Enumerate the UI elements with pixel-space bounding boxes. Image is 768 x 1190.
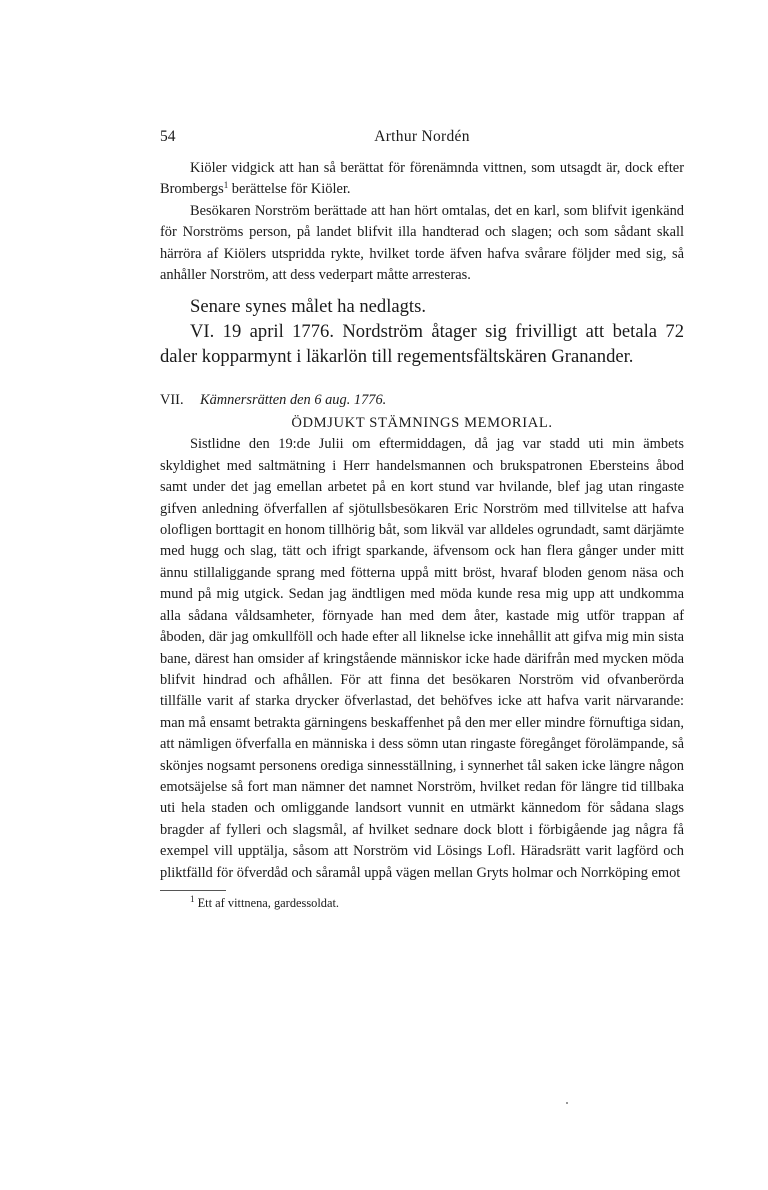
paragraph-norstrom: Besökaren Norström berättade att han hört omtalas, det en karl, som blifvit igenkänd för Norströms person, på landet blifvit illa handterad och slagen; och som sådant skall härröra af Kiölers utspridda rykte, hvilket torde äfven hafva svårare följder med sig, så anhåller Norström, att dess vederpart måtte arresteras. [160,202,684,284]
page-header [160,128,684,150]
paragraph-kioler-end: berättelse för Kiöler. [228,181,351,198]
memorial-title: ÖDMJUKT STÄMNINGS MEMORIAL. [291,415,553,432]
footnote [160,894,684,912]
section-title: Kämnersrätten den 6 aug. 1776. [200,392,387,409]
section-number: VII. [160,392,184,409]
footnote-marker: 1 [190,893,195,904]
footnote-text: Ett af vittnena, gardessoldat. [197,895,340,910]
scan-speck [566,1102,568,1104]
large-text-section-vi: VI. 19 april 1776. Nordström åtager sig frivilligt att betala 72 daler kopparmynt i läkarlön till regementsfältskären Granander. [160,321,684,368]
page-number: 54 [160,128,176,145]
footnote-divider [160,890,226,891]
large-text-dropped: Senare synes målet ha nedlagts. [190,296,426,318]
footnote-reference: 1 [223,180,229,191]
page [160,128,684,912]
paragraph-kioler-text: Kiöler vidgick att han så berättat för förenämnda vittnen, som utsagdt är, dock efter Brombergs [160,160,684,198]
memorial-body: Sistlidne den 19:de Julii om eftermiddagen, då jag var stadd uti min ämbets skyldighet med saltmätning i Herr handelsmannen och brukspatronen Ebersteins åbod samt under det jag emellan arbetet på en kort stund var hvilande, blef jag utan ringaste gifven anledning öfverfallen af sjötullsbesökaren Eric Norström med tillvitelse att hafva olofligen borttagit en honom tillhörig båt, som likväl var alldeles ogrundadt, samt därjämte med hugg och slag, tätt och ifrigt sparkande, äfvensom ock han flera gånger under mitt ännu stillaliggande sprang med fötterna uppå mitt bröst, hvaraf bloden genom näsa och mund på mig utgick. Sedan jag ändtligen med möda kunde resa mig upp att undkomma alla sådana våldsamheter, förnyade han med dem åter, kastade mig utför trappan af åboden, där jag omkullföll och hade efter all liknelse icke innehållit att gifva mig min sista bane, därest han omsider af kringstående människor icke hade därifrån med mycken möda blifvit hindrad och afhållen. För att finna det besökaren Norström vid ofvanberörda tillfälle varit af starka drycker öfverlastad, det behöfves icke att hafva varit närvarande: man må ensamt betrakta gärningens beskaffenhet på den mer eller mindre förnuftiga sidan, att nämligen öfverfalla en människa i dess sömn utan ringaste föregånget förolämpande, så skönjes nogsamt personens orediga sinnesställning, i synnerhet tål saken icke längre någon emotsäjelse så fort man nämner det namnet Norström, hvilket redan för längre tid tillbaka uti hela staden och omliggande landsort vunnit en utmärkt kännedom för sådana slags bragder af fylleri och slagsmål, af hvilket sednare dock blott i förbigående jag några få exempel vill upptälja, såsom att Norström vid Lösings Lofl. Häradsrätt varit lagförd och pliktfälld för öfverdåd och såramål uppå vägen mellan Gryts holmar och Norrköping emot [160,436,684,881]
section-heading [160,389,684,411]
running-title: Arthur Nordén [374,128,470,145]
paragraph-kioler [160,158,684,201]
